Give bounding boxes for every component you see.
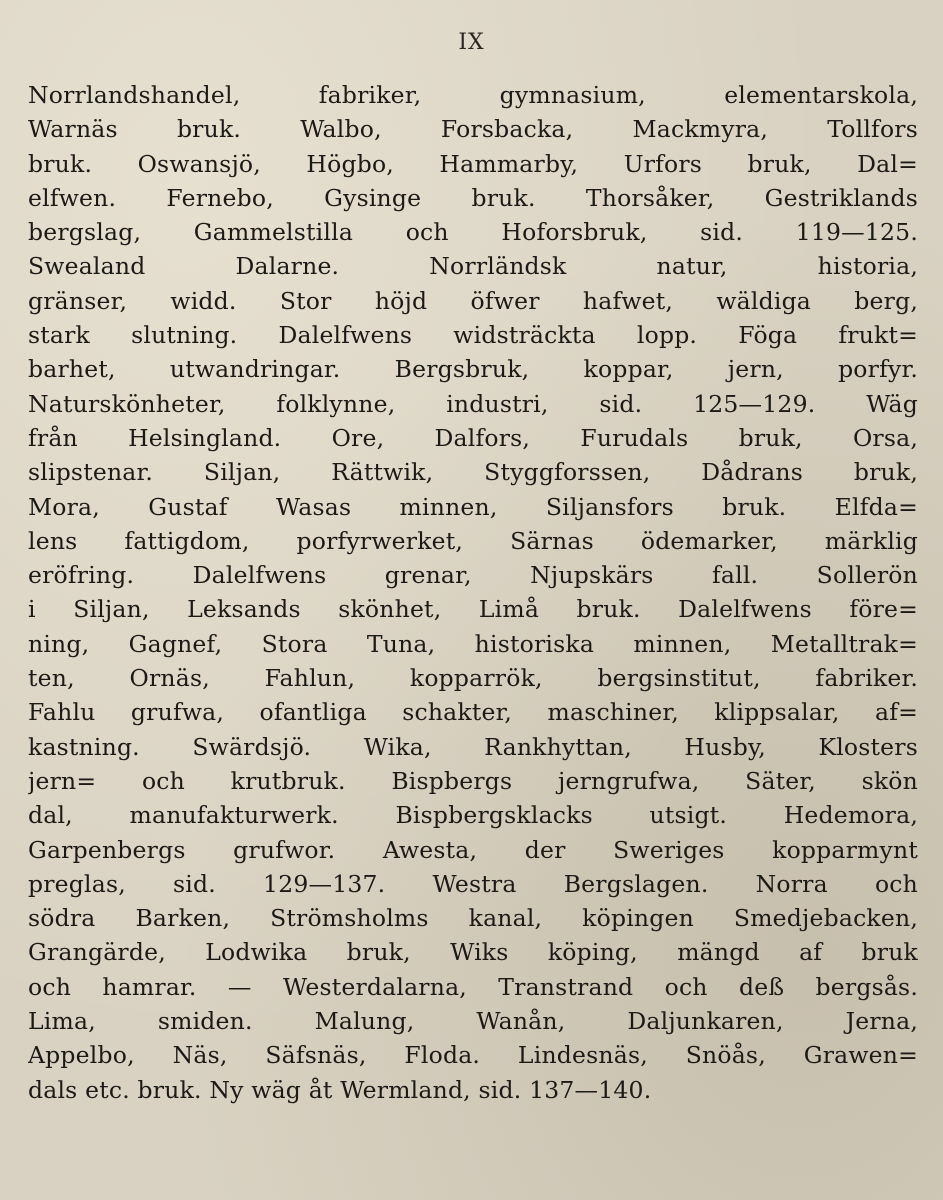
text-line: slipstenar. Siljan, Rättwik, Styggforssen, Dådrans bruk, bbox=[28, 458, 918, 487]
text-line: Mora, Gustaf Wasas minnen, Siljansfors bruk. Elfda= bbox=[28, 492, 918, 521]
text-line: gränser, widd. Stor höjd öfwer hafwet, wäldiga berg, bbox=[28, 286, 918, 315]
text-line: dals etc. bruk. Ny wäg åt Wermland, sid. 137—140. bbox=[28, 1075, 652, 1104]
text-line: Garpenbergs grufwor. Awesta, der Sweriges kopparmynt bbox=[28, 835, 918, 864]
text-line: bruk. Oswansjö, Högbo, Hammarby, Urfors bruk, Dal= bbox=[28, 149, 918, 178]
text-line: ten, Ornäs, Fahlun, kopparrök, bergsinstitut, fabriker. bbox=[28, 664, 918, 693]
text-line: preglas, sid. 129—137. Westra Bergslagen. Norra och bbox=[28, 869, 918, 898]
text-line: eröfring. Dalelfwens grenar, Njupskärs fall. Sollerön bbox=[28, 561, 918, 590]
text-line: lens fattigdom, porfyrwerket, Särnas ödemarker, märklig bbox=[28, 526, 918, 555]
text-line: Grangärde, Lodwika bruk, Wiks köping, mängd af bruk bbox=[28, 938, 918, 967]
text-line: bergslag, Gammelstilla och Hoforsbruk, sid. 119—125. bbox=[28, 218, 918, 247]
index-text-block bbox=[28, 78, 918, 1107]
text-line: Appelbo, Näs, Säfsnäs, Floda. Lindesnäs, Snöås, Grawen= bbox=[28, 1041, 918, 1070]
text-line: Warnäs bruk. Walbo, Forsbacka, Mackmyra, Tollfors bbox=[28, 115, 918, 144]
text-line: stark slutning. Dalelfwens widsträckta lopp. Föga frukt= bbox=[28, 321, 918, 350]
text-line: ning, Gagnef, Stora Tuna, historiska minnen, Metalltrak= bbox=[28, 629, 918, 658]
text-line: Lima, smiden. Malung, Wanån, Daljunkaren, Jerna, bbox=[28, 1007, 918, 1036]
text-line: Naturskönheter, folklynne, industri, sid. 125—129. Wäg bbox=[28, 389, 918, 418]
text-line: kastning. Swärdsjö. Wika, Rankhyttan, Husby, Klosters bbox=[28, 732, 918, 761]
text-line: barhet, utwandringar. Bergsbruk, koppar, jern, porfyr. bbox=[28, 355, 918, 384]
text-line: jern= och krutbruk. Bispbergs jerngrufwa, Säter, skön bbox=[28, 766, 918, 795]
text-line: och hamrar. — Westerdalarna, Transtrand och deß bergsås. bbox=[28, 972, 918, 1001]
page-number: IX bbox=[458, 30, 485, 55]
text-line: elfwen. Fernebo, Gysinge bruk. Thorsåker, Gestriklands bbox=[28, 183, 918, 212]
text-line: Norrlandshandel, fabriker, gymnasium, elementarskola, bbox=[28, 81, 918, 109]
text-line: södra Barken, Strömsholms kanal, köpingen Smedjebacken, bbox=[28, 904, 918, 933]
text-line: dal, manufakturwerk. Bispbergsklacks utsigt. Hedemora, bbox=[28, 801, 918, 830]
text-line: Swealand Dalarne. Norrländsk natur, historia, bbox=[28, 252, 918, 281]
text-line: från Helsingland. Ore, Dalfors, Furudals bruk, Orsa, bbox=[28, 423, 918, 452]
text-line: Fahlu grufwa, ofantliga schakter, maschiner, klippsalar, af= bbox=[28, 698, 918, 727]
text-line: i Siljan, Leksands skönhet, Limå bruk. Dalelfwens före= bbox=[28, 595, 918, 624]
